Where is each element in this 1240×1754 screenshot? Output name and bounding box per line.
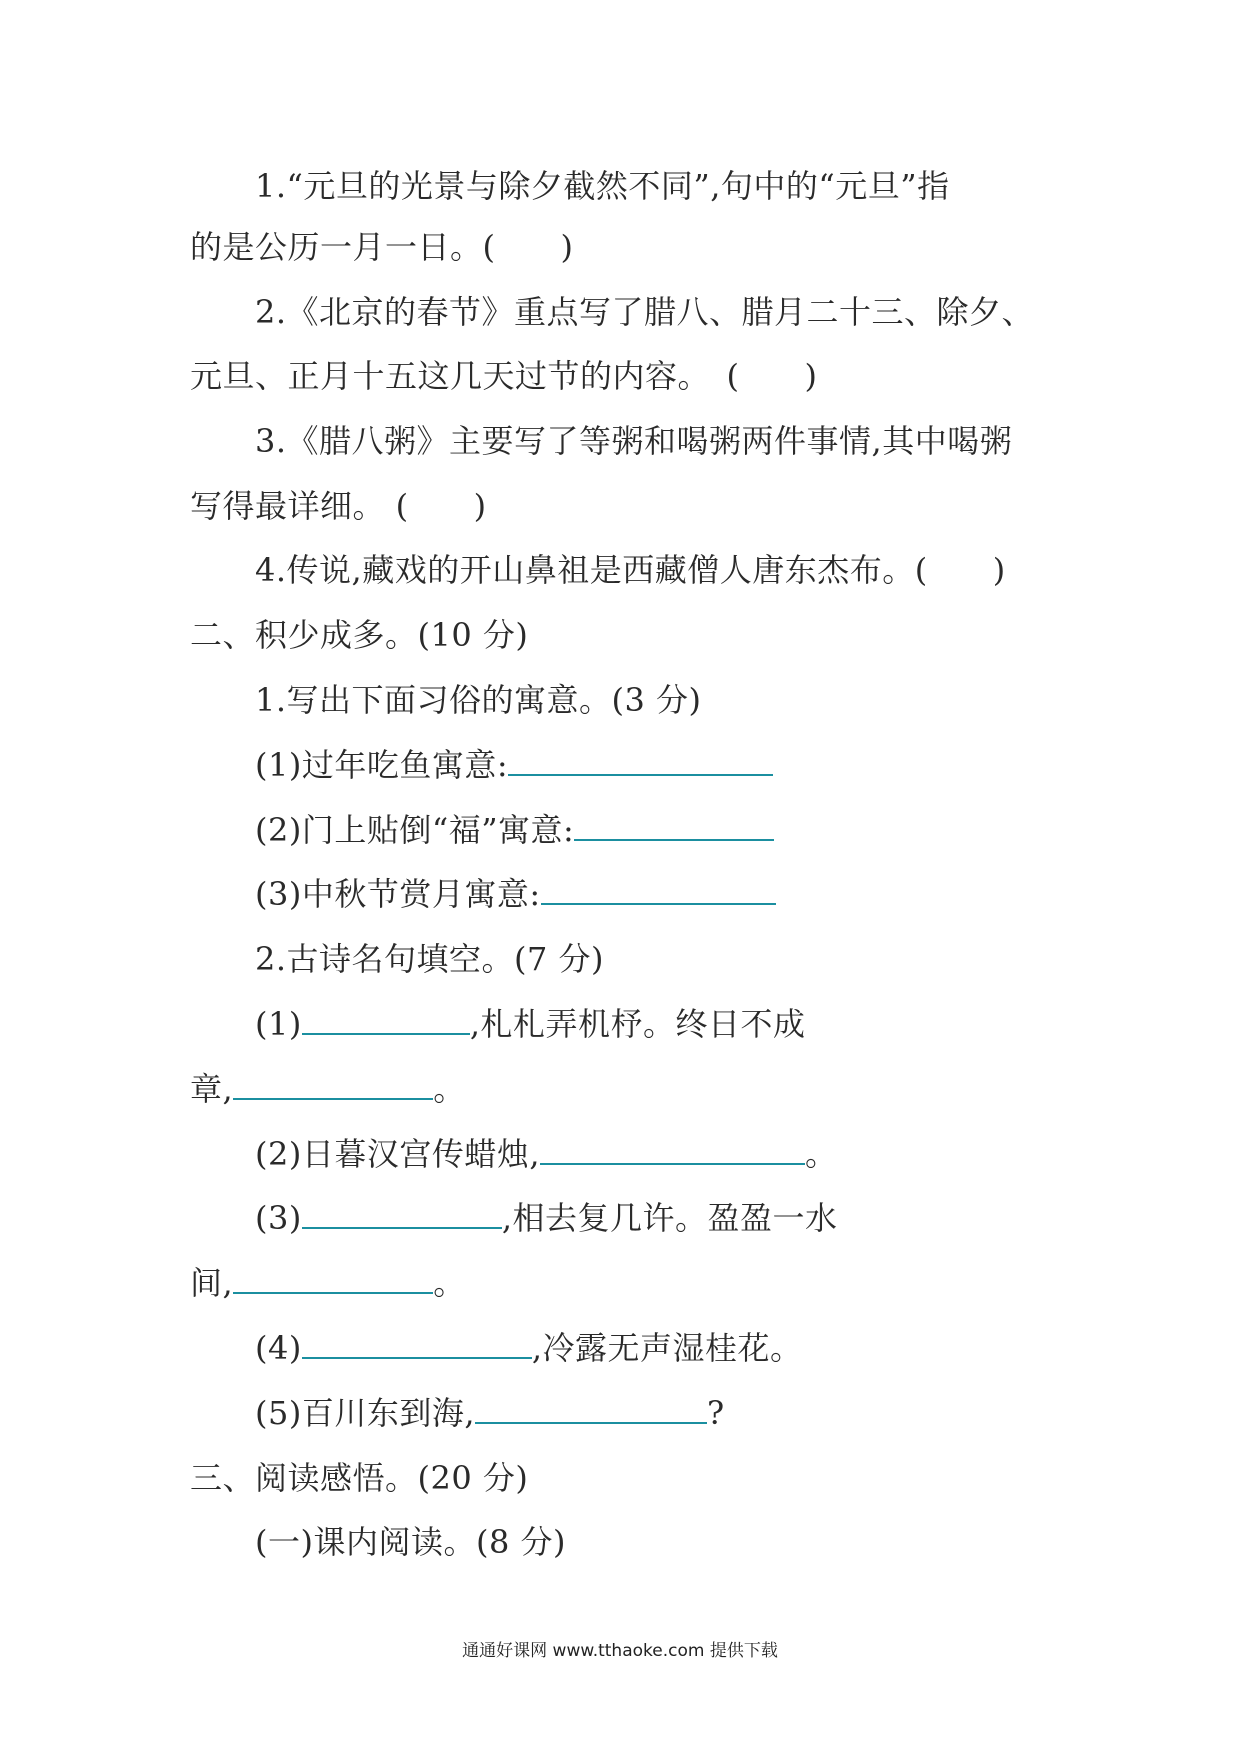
poem-1-line-2: [190, 1069, 466, 1109]
poem-1-line-1: [255, 1004, 806, 1044]
question-2-line-1: 2.《北京的春节》重点写了腊八、腊月二十三、除夕、: [255, 293, 1035, 331]
answer-blank-custom-3[interactable]: [541, 875, 776, 905]
poem-2-text: (2)日暮汉宫传蜡烛,: [255, 1135, 541, 1173]
poem-1-number: (1): [255, 1005, 302, 1043]
question-3-line-1: 3.《腊八粥》主要写了等粥和喝粥两件事情,其中喝粥: [255, 422, 1013, 460]
answer-blank-poem-1b[interactable]: [233, 1070, 433, 1100]
question-1-line-1: 1.“元旦的光景与除夕截然不同”,句中的“元旦”指: [255, 167, 950, 205]
poem-3-period: 。: [433, 1264, 466, 1302]
answer-blank-poem-1a[interactable]: [302, 1005, 470, 1035]
poem-2-period: 。: [805, 1135, 838, 1173]
section-3-subheading: (一)课内阅读。(8 分): [255, 1523, 566, 1561]
footer-watermark: 通通好课网 www.tthaoke.com 提供下载: [462, 1641, 778, 1661]
poem-3-text: ,相去复几许。盈盈一水: [501, 1199, 838, 1237]
answer-blank-poem-4[interactable]: [302, 1329, 532, 1359]
section-2-part-1-title: 1.写出下面习俗的寓意。(3 分): [255, 681, 702, 719]
custom-item-1-label: (1)过年吃鱼寓意:: [255, 746, 509, 784]
custom-item-3-label: (3)中秋节赏月寓意:: [255, 875, 541, 913]
poem-4-text: ,冷露无声湿桂花。: [531, 1329, 803, 1367]
poem-5-question-mark: ?: [707, 1394, 725, 1432]
question-1-line-2: 的是公历一月一日。( ): [190, 228, 574, 266]
answer-blank-poem-2[interactable]: [540, 1135, 805, 1165]
answer-blank-poem-3b[interactable]: [233, 1264, 433, 1294]
poem-1-continuation: 章,: [190, 1070, 234, 1108]
section-3-heading: 三、阅读感悟。(20 分): [190, 1459, 529, 1497]
poem-4-number: (4): [255, 1329, 302, 1367]
poem-5: [255, 1393, 725, 1433]
poem-3-continuation: 间,: [190, 1264, 234, 1302]
custom-item-1: [255, 745, 773, 785]
poem-3-line-1: [255, 1198, 838, 1238]
poem-1-period: 。: [433, 1070, 466, 1108]
answer-blank-custom-1[interactable]: [508, 746, 773, 776]
poem-3-number: (3): [255, 1199, 302, 1237]
section-2-part-2-title: 2.古诗名句填空。(7 分): [255, 940, 605, 978]
question-2-line-2: 元旦、正月十五这几天过节的内容。 ( ): [190, 357, 818, 395]
question-3-line-2: 写得最详细。 ( ): [190, 487, 487, 525]
poem-2: [255, 1134, 838, 1174]
answer-blank-poem-5[interactable]: [475, 1394, 707, 1424]
question-4: 4.传说,藏戏的开山鼻祖是西藏僧人唐东杰布。( ): [255, 551, 1006, 589]
answer-blank-poem-3a[interactable]: [302, 1199, 502, 1229]
poem-4: [255, 1328, 803, 1368]
custom-item-2: [255, 810, 774, 850]
poem-1-text: ,札札弄机杼。终日不成: [469, 1005, 806, 1043]
custom-item-2-label: (2)门上贴倒“福”寓意:: [255, 811, 575, 849]
answer-blank-custom-2[interactable]: [574, 811, 774, 841]
custom-item-3: [255, 874, 776, 914]
poem-5-text: (5)百川东到海,: [255, 1394, 476, 1432]
poem-3-line-2: [190, 1263, 466, 1303]
section-2-heading: 二、积少成多。(10 分): [190, 616, 529, 654]
